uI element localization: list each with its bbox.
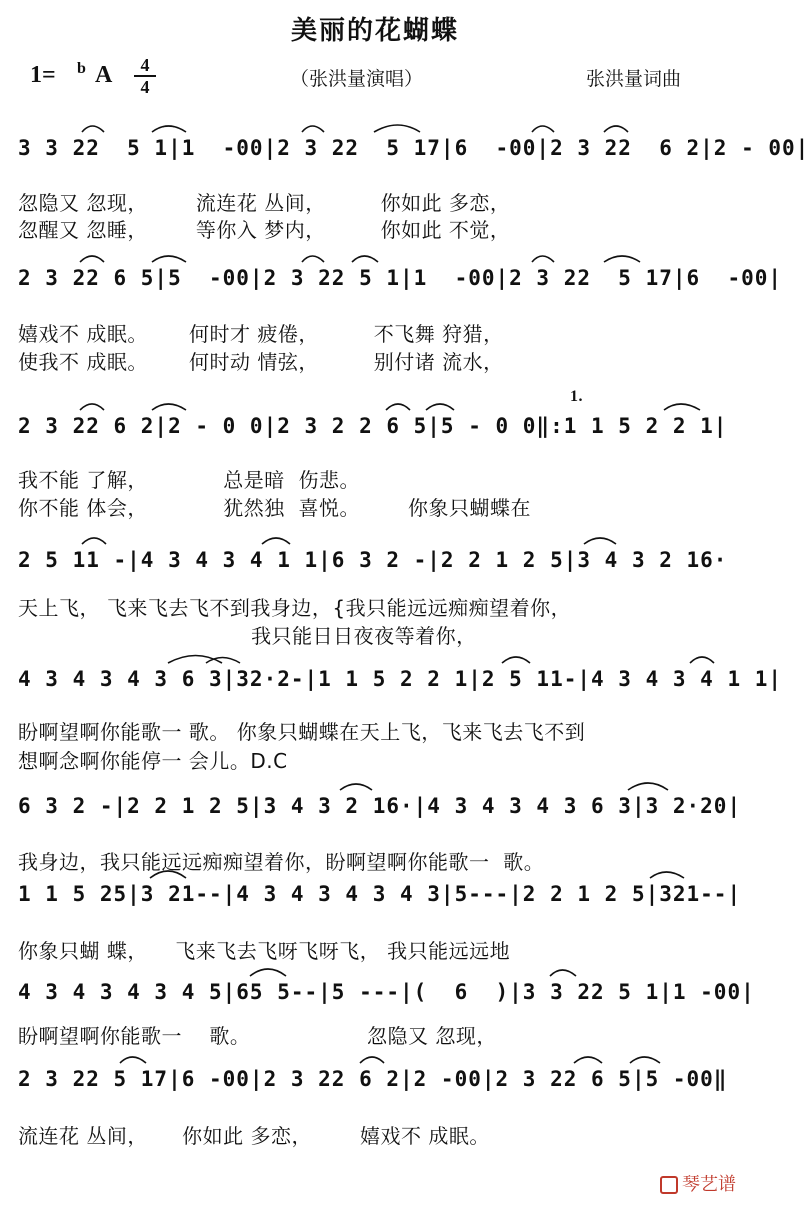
slur-arc <box>250 969 286 976</box>
lyric-line-3b: 你不能 体会， 犹然独 喜悦。 你象只蝴蝶在 <box>18 496 532 520</box>
slur-arc <box>340 784 372 790</box>
lyric-line-4a: 天上飞， 飞来飞去飞不到我身边，{我只能远远痴痴望着你， <box>18 596 572 620</box>
slur-arc <box>664 404 700 410</box>
slur-arc <box>604 256 640 262</box>
lyric-line-1b: 忽醒又 忽睡， 等你入 梦内， 你如此 不觉， <box>18 218 511 242</box>
slur-arc <box>302 256 324 262</box>
notation-line-4: 2 5 11 -|4 3 4 3 4 1 1|6 3 2 -|2 2 1 2 5|3 4 3 2 16· <box>18 548 728 572</box>
lyric-line-7: 你象只蝴 蝶， 飞来飞去飞呀飞呀飞， 我只能远远地 <box>18 939 511 963</box>
watermark-text: 琴艺谱 <box>682 1174 736 1195</box>
song-title: 美丽的花蝴蝶 <box>290 16 459 46</box>
notation-line-8: 4 3 4 3 4 3 4 5|65 5--|5 ---|( 6 )|3 3 22 5 1|1 -00| <box>18 980 755 1004</box>
slur-arc <box>690 657 714 663</box>
qinyipu-logo-icon <box>660 1176 678 1194</box>
slur-arc <box>120 1057 146 1063</box>
watermark <box>660 1170 736 1196</box>
slur-arc <box>80 256 104 262</box>
slur-arc <box>206 658 240 664</box>
key-signature-prefix: 1= <box>30 62 56 88</box>
slur-arc <box>80 404 104 410</box>
lyric-line-5b: 想啊念啊你能停一 会儿。D.C <box>18 749 288 773</box>
slur-arc <box>352 256 378 262</box>
slur-arc <box>386 404 410 410</box>
lyric-line-2b: 使我不 成眠。 何时动 情弦， 别付诸 流水， <box>18 350 504 374</box>
notation-line-3: 2 3 22 6 2|2 - 0 0|2 3 2 2 6 5|5 - 0 0‖:1 1 5 2 2 1| <box>18 414 728 438</box>
notation-line-6: 6 3 2 -|2 2 1 2 5|3 4 3 2 16·|4 3 4 3 4 3 6 3|3 2·20| <box>18 794 742 818</box>
slur-arc <box>426 404 454 410</box>
lyric-line-5a: 盼啊望啊你能歌一 歌。 你象只蝴蝶在天上飞，飞来飞去飞不到 <box>18 720 586 744</box>
lyric-line-3a: 我不能 了解， 总是暗 伤悲。 <box>18 468 361 492</box>
notation-line-2: 2 3 22 6 5|5 -00|2 3 22 5 1|1 -00|2 3 22 5 17|6 -00| <box>18 266 783 290</box>
meter-top: 4 <box>140 55 150 75</box>
lyric-line-1a: 忽隐又 忽现， 流连花 丛间， 你如此 多恋， <box>18 191 511 215</box>
slur-arc <box>532 126 554 132</box>
key-flat-sign: b <box>77 60 86 77</box>
lyric-line-6: 我身边，我只能远远痴痴望着你，盼啊望啊你能歌一 歌。 <box>18 850 545 874</box>
slur-arc <box>584 538 616 544</box>
key-note: A <box>95 62 113 88</box>
lyric-line-2a: 嬉戏不 成眠。 何时才 疲倦， 不飞舞 狩猎， <box>18 322 504 346</box>
slur-arc <box>374 125 420 132</box>
lyric-line-8: 盼啊望啊你能歌一 歌。 忽隐又 忽现， <box>18 1024 497 1048</box>
slur-arc <box>360 1057 384 1063</box>
slur-arc <box>152 256 186 262</box>
slur-arc <box>262 538 290 544</box>
notation-line-5: 4 3 4 3 4 3 6 3|32·2-|1 1 5 2 2 1|2 5 11-|4 3 4 3 4 1 1| <box>18 667 783 691</box>
slur-arc <box>152 126 186 132</box>
slur-arc <box>302 126 324 132</box>
meter-bottom: 4 <box>140 77 150 97</box>
slur-arc <box>82 538 106 544</box>
notation-line-1: 3 3 22 5 1|1 -00|2 3 22 5 17|6 -00|2 3 22 6 2|2 - 00| <box>18 136 809 160</box>
lyric-line-4b: 我只能日日夜夜等着你， <box>18 624 477 648</box>
slur-arc <box>628 783 668 790</box>
slur-arc <box>574 1057 602 1063</box>
slur-arc <box>532 256 554 262</box>
slur-arc <box>630 1057 660 1063</box>
slur-arc <box>168 656 222 664</box>
slur-arc <box>550 970 576 976</box>
notation-line-7: 1 1 5 25|3 21--|4 3 4 3 4 3 4 3|5---|2 2 1 2 5|321--| <box>18 882 742 906</box>
volta-first-ending: 1. <box>570 388 583 405</box>
slur-arc <box>82 126 104 132</box>
time-signature <box>134 56 156 96</box>
composer-credit: 张洪量词曲 <box>586 68 682 90</box>
slur-arc <box>152 404 186 410</box>
slur-arc <box>502 657 530 663</box>
slur-arc <box>604 126 628 132</box>
notation-line-9: 2 3 22 5 17|6 -00|2 3 22 6 2|2 -00|2 3 22 6 5|5 -00‖ <box>18 1067 728 1091</box>
lyric-line-9: 流连花 丛间， 你如此 多恋， 嬉戏不 成眠。 <box>18 1124 490 1148</box>
singer-credit: （张洪量演唱） <box>290 68 424 90</box>
